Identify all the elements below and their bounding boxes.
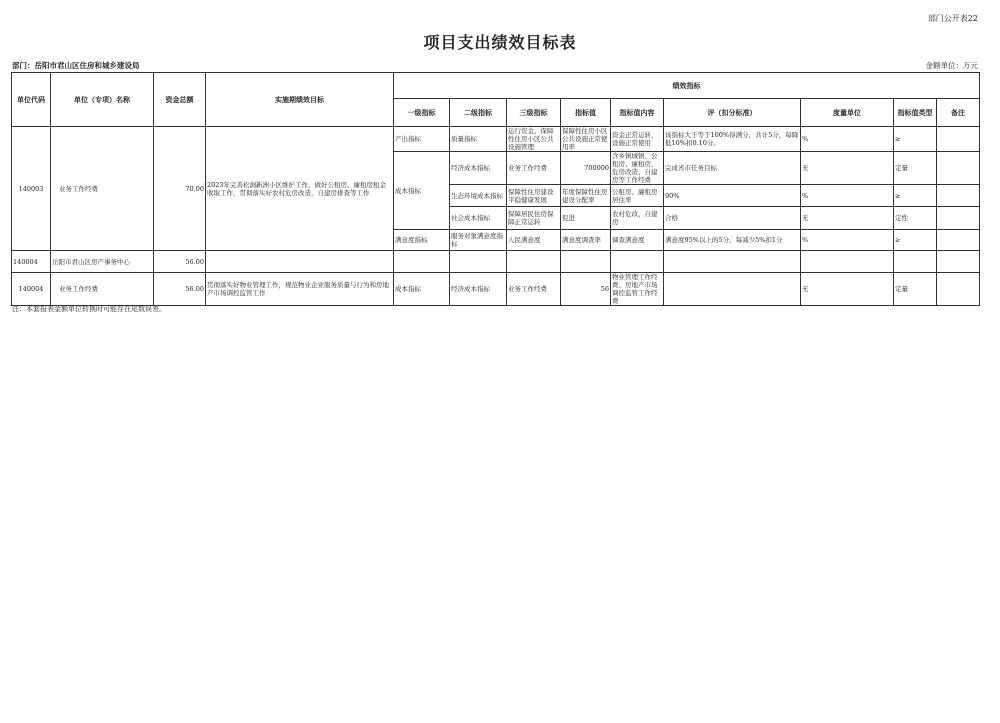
indicator-value-type: 定量	[894, 273, 937, 306]
indicator-l3: 业务工作经费	[507, 152, 561, 185]
empty-cell	[507, 251, 561, 273]
header-value-content: 指标值内容	[611, 99, 664, 127]
indicator-l3: 运行资金，保障性住房小区公共设施管理	[507, 127, 561, 152]
unit2-name: 岳阳市君山区房产事务中心	[51, 251, 154, 273]
table-row	[12, 251, 980, 273]
empty-cell	[937, 251, 980, 273]
indicator-value: 满意度调查率	[561, 230, 611, 251]
header-row-1	[12, 73, 980, 99]
indicator-content: 公租房、廉租房居住率	[611, 185, 664, 207]
project1-code: 140003	[12, 127, 51, 251]
indicator-remark	[937, 152, 980, 185]
indicator-l1: 满意度指标	[394, 230, 450, 251]
header-value: 指标值	[561, 99, 611, 127]
indicator-l1: 成本指标	[394, 273, 450, 306]
empty-cell	[664, 251, 801, 273]
department-label: 部门：岳阳市君山区住房和城乡建设局	[12, 61, 140, 70]
indicator-value-type: ≥	[894, 127, 937, 152]
indicator-l2: 经济成本指标	[450, 152, 507, 185]
indicator-content: 调查满意度	[611, 230, 664, 251]
indicator-measure-unit: %	[801, 230, 894, 251]
header-level2: 二级指标	[450, 99, 507, 127]
indicator-measure-unit: 无	[801, 273, 894, 306]
empty-cell	[894, 251, 937, 273]
indicator-l2: 经济成本指标	[450, 273, 507, 306]
indicator-measure-unit: 无	[801, 207, 894, 230]
indicator-l3: 保障性住房建设平稳健康发展	[507, 185, 561, 207]
indicator-remark	[937, 273, 980, 306]
empty-cell	[611, 251, 664, 273]
indicator-remark	[937, 127, 980, 152]
indicator-value: 56	[561, 273, 611, 306]
empty-cell	[206, 251, 394, 273]
indicator-criteria: 完成省市任务目标	[664, 152, 801, 185]
indicator-content: 农村危改、自建房	[611, 207, 664, 230]
project1-amount: 70.00	[154, 127, 206, 251]
indicator-remark	[937, 207, 980, 230]
indicator-criteria	[664, 273, 801, 306]
indicator-value: 保障性住房小区公共设施正常使用率	[561, 127, 611, 152]
project2-goal: 贯彻落实好物业管理工作，规范物业企业服务质量与行为和房地产市场调控监管工作	[206, 273, 394, 306]
indicator-value: 年度保障性住房建设分配率	[561, 185, 611, 207]
header-measure-unit: 度量单位	[801, 99, 894, 127]
indicator-value: 促进	[561, 207, 611, 230]
header-unit-name: 单位（专项）名称	[51, 73, 154, 127]
empty-cell	[394, 251, 450, 273]
indicator-l3: 人民满意度	[507, 230, 561, 251]
indicator-criteria: 合格	[664, 207, 801, 230]
indicator-l3: 保障居民住房保障正常运转	[507, 207, 561, 230]
indicator-content: 物业管理工作经费、房地产市场调控监管工作经费	[611, 273, 664, 306]
header-fund-total: 资金总额	[154, 73, 206, 127]
empty-cell	[561, 251, 611, 273]
header-level1: 一级指标	[394, 99, 450, 127]
indicator-criteria: 90%	[664, 185, 801, 207]
indicator-l2: 社会成本指标	[450, 207, 507, 230]
unit2-amount: 56.00	[154, 251, 206, 273]
header-indicators: 绩效指标	[394, 73, 980, 99]
header-value-type: 指标值类型	[894, 99, 937, 127]
indicator-remark	[937, 185, 980, 207]
project2-amount: 56.00	[154, 273, 206, 306]
indicator-l3: 业务工作经费	[507, 273, 561, 306]
footnote: 注：本套报表金额单位转换时可能存在尾数误差。	[12, 305, 166, 313]
indicator-measure-unit: %	[801, 185, 894, 207]
empty-cell	[801, 251, 894, 273]
project1-name: 业务工作经费	[51, 127, 154, 251]
indicator-value-type: 定量	[894, 152, 937, 185]
project2-code: 140004	[12, 273, 51, 306]
amount-unit-label: 金额单位：万元	[925, 61, 978, 70]
indicator-value: 700000	[561, 152, 611, 185]
unit2-code: 140004	[12, 251, 51, 273]
indicator-criteria: 满意度95%以上的5分，每减少5%扣1分	[664, 230, 801, 251]
indicator-l2: 生态环境成本指标	[450, 185, 507, 207]
indicator-l2: 服务对象满意度指标	[450, 230, 507, 251]
indicator-measure-unit: %	[801, 127, 894, 152]
empty-cell	[450, 251, 507, 273]
indicator-value-type: ≥	[894, 230, 937, 251]
indicator-l1: 产出指标	[394, 127, 450, 152]
project1-goal: 2023年完善松涧新洲小区维护工作，做好公租房、廉租房租金收取工作，贯彻落实好农村危房改造，自建房排查等工作	[206, 127, 394, 251]
indicator-content: 含乡镇城镇、公租房、廉租房、危房改造、自建房等工作经费	[611, 152, 664, 185]
indicator-measure-unit: 无	[801, 152, 894, 185]
header-goal: 实施期绩效目标	[206, 73, 394, 127]
indicator-l1: 成本指标	[394, 152, 450, 230]
table-row	[12, 127, 980, 152]
page-title: 项目支出绩效目标表	[423, 33, 577, 52]
header-level3: 三级指标	[507, 99, 561, 127]
indicator-remark	[937, 230, 980, 251]
page-tag: 部门公开表22	[927, 14, 978, 23]
header-unit-code: 单位代码	[12, 73, 51, 127]
indicator-value-type: 定性	[894, 207, 937, 230]
indicator-criteria: 该指标大于等于100%得满分，共计5分，每降低10%扣0.10分。	[664, 127, 801, 152]
table-row	[12, 273, 980, 306]
performance-target-table	[11, 72, 980, 306]
indicator-value-type: ≥	[894, 185, 937, 207]
header-criteria: 评（扣分标准）	[664, 99, 801, 127]
indicator-l2: 质量指标	[450, 127, 507, 152]
project2-name: 业务工作经费	[51, 273, 154, 306]
header-remark: 备注	[937, 99, 980, 127]
indicator-content: 资金正常运转，设施正常使用	[611, 127, 664, 152]
